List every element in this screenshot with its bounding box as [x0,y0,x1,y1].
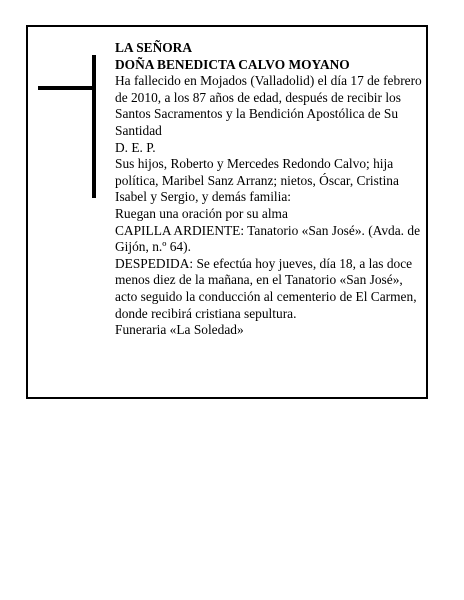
farewell-info: DESPEDIDA: Se efectúa hoy jueves, día 18, a las doce menos diez de la mañana, en el Tanatorio «San José», acto seguido la conducción al cementerio de El Carmen, donde recibirá cristiana sepultura. [115,255,417,321]
prayer-request: Ruegan una oración por su alma [115,205,288,221]
cross-horizontal-bar [38,86,96,90]
obituary-notice [26,25,428,399]
funeral-home: Funeraria «La Soledad» [115,322,244,338]
deceased-name: DOÑA BENEDICTA CALVO MOYANO [115,56,350,72]
death-announcement: Ha fallecido en Mojados (Valladolid) el día 17 de febrero de 2010, a los 87 años de edad, después de recibir los Santos Sacramentos y la Bendición Apostólica de Su Santidad [115,73,422,138]
cross-vertical-bar [92,55,96,198]
family-members: Sus hijos, Roberto y Mercedes Redondo Calvo; hija política, Maribel Sanz Arranz; nietos, Óscar, Cristina Isabel y Sergio, y demás familia: [115,156,399,205]
notice-title-line1: LA SEÑORA [115,40,193,55]
chapel-info: CAPILLA ARDIENTE: Tanatorio «San José». (Avda. de Gijón, n.º 64). [115,222,421,255]
dep-abbreviation: D. E. P. [115,139,156,155]
notice-body [115,40,423,339]
